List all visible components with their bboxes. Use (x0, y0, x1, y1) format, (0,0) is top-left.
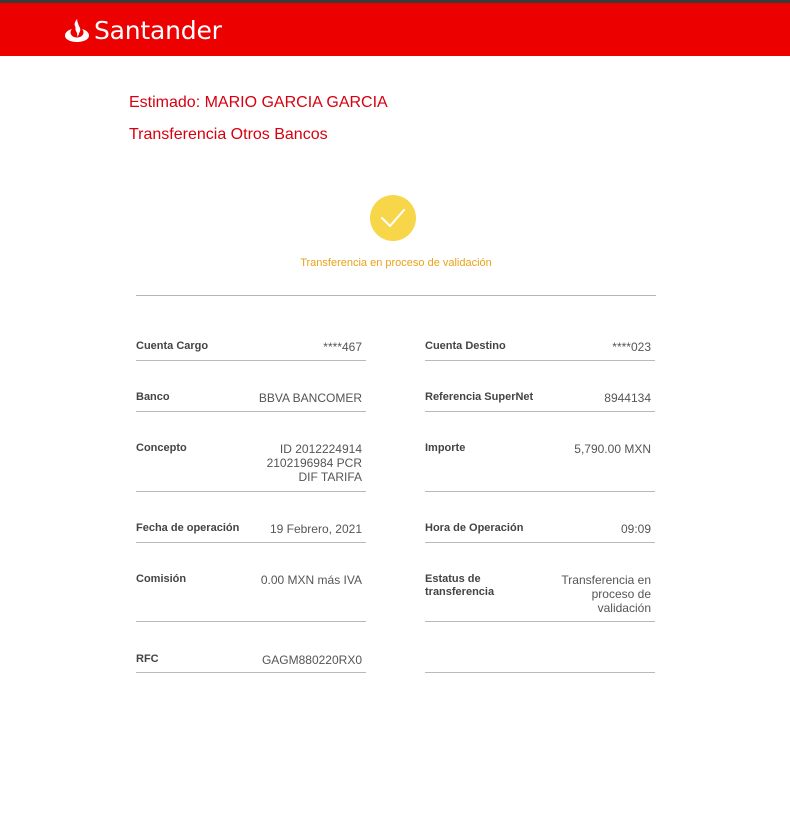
field-label: Cuenta Destino (425, 340, 506, 352)
field-hora-operacion (425, 522, 655, 543)
field-concepto (136, 442, 366, 492)
brand-name: Santander (94, 15, 222, 45)
field-value: ID 2012224914 2102196984 PCR DIF TARIFA (266, 442, 362, 484)
field-label: Cuenta Cargo (136, 340, 209, 352)
field-referencia-supernet (425, 391, 655, 412)
santander-logo[interactable] (64, 14, 222, 46)
field-value: 19 Febrero, 2021 (269, 522, 362, 536)
field-cuenta-destino (425, 340, 655, 361)
field-value: Transferencia en proceso de validación (561, 573, 651, 615)
field-label: Comisión (136, 573, 187, 585)
field-fecha-operacion (136, 522, 366, 543)
transfer-type-title: Transferencia Otros Bancos (129, 126, 328, 143)
field-value: 5,790.00 MXN (574, 442, 651, 456)
field-empty (425, 653, 655, 673)
field-banco (136, 391, 366, 412)
greeting-text: Estimado: MARIO GARCIA GARCIA (129, 94, 388, 111)
field-label: Referencia SuperNet (425, 391, 534, 403)
field-rfc (136, 653, 366, 673)
field-cuenta-cargo (136, 340, 366, 361)
field-comision (136, 573, 366, 622)
field-label: Fecha de operación (136, 522, 240, 534)
field-value: 0.00 MXN más IVA (260, 573, 362, 587)
section-divider (136, 295, 656, 296)
field-label: Importe (425, 442, 466, 454)
flame-icon (64, 17, 90, 43)
field-estatus-transferencia (425, 573, 655, 622)
field-value: 09:09 (620, 522, 651, 536)
field-label: Banco (136, 391, 170, 403)
field-value: 8944134 (604, 391, 651, 405)
status-message: Transferencia en proceso de validación (300, 257, 492, 269)
field-value: BBVA BANCOMER (258, 391, 362, 405)
field-label: Estatus de transferencia (425, 573, 495, 598)
header-bar (0, 3, 790, 56)
field-label: RFC (136, 653, 159, 665)
field-label: Concepto (136, 442, 187, 454)
field-value: GAGM880220RX0 (261, 653, 362, 667)
check-icon (370, 195, 416, 241)
status-check-badge (370, 195, 416, 241)
field-value: ****023 (612, 340, 651, 354)
field-value: ****467 (323, 340, 362, 354)
field-label: Hora de Operación (425, 522, 524, 534)
field-importe (425, 442, 655, 492)
